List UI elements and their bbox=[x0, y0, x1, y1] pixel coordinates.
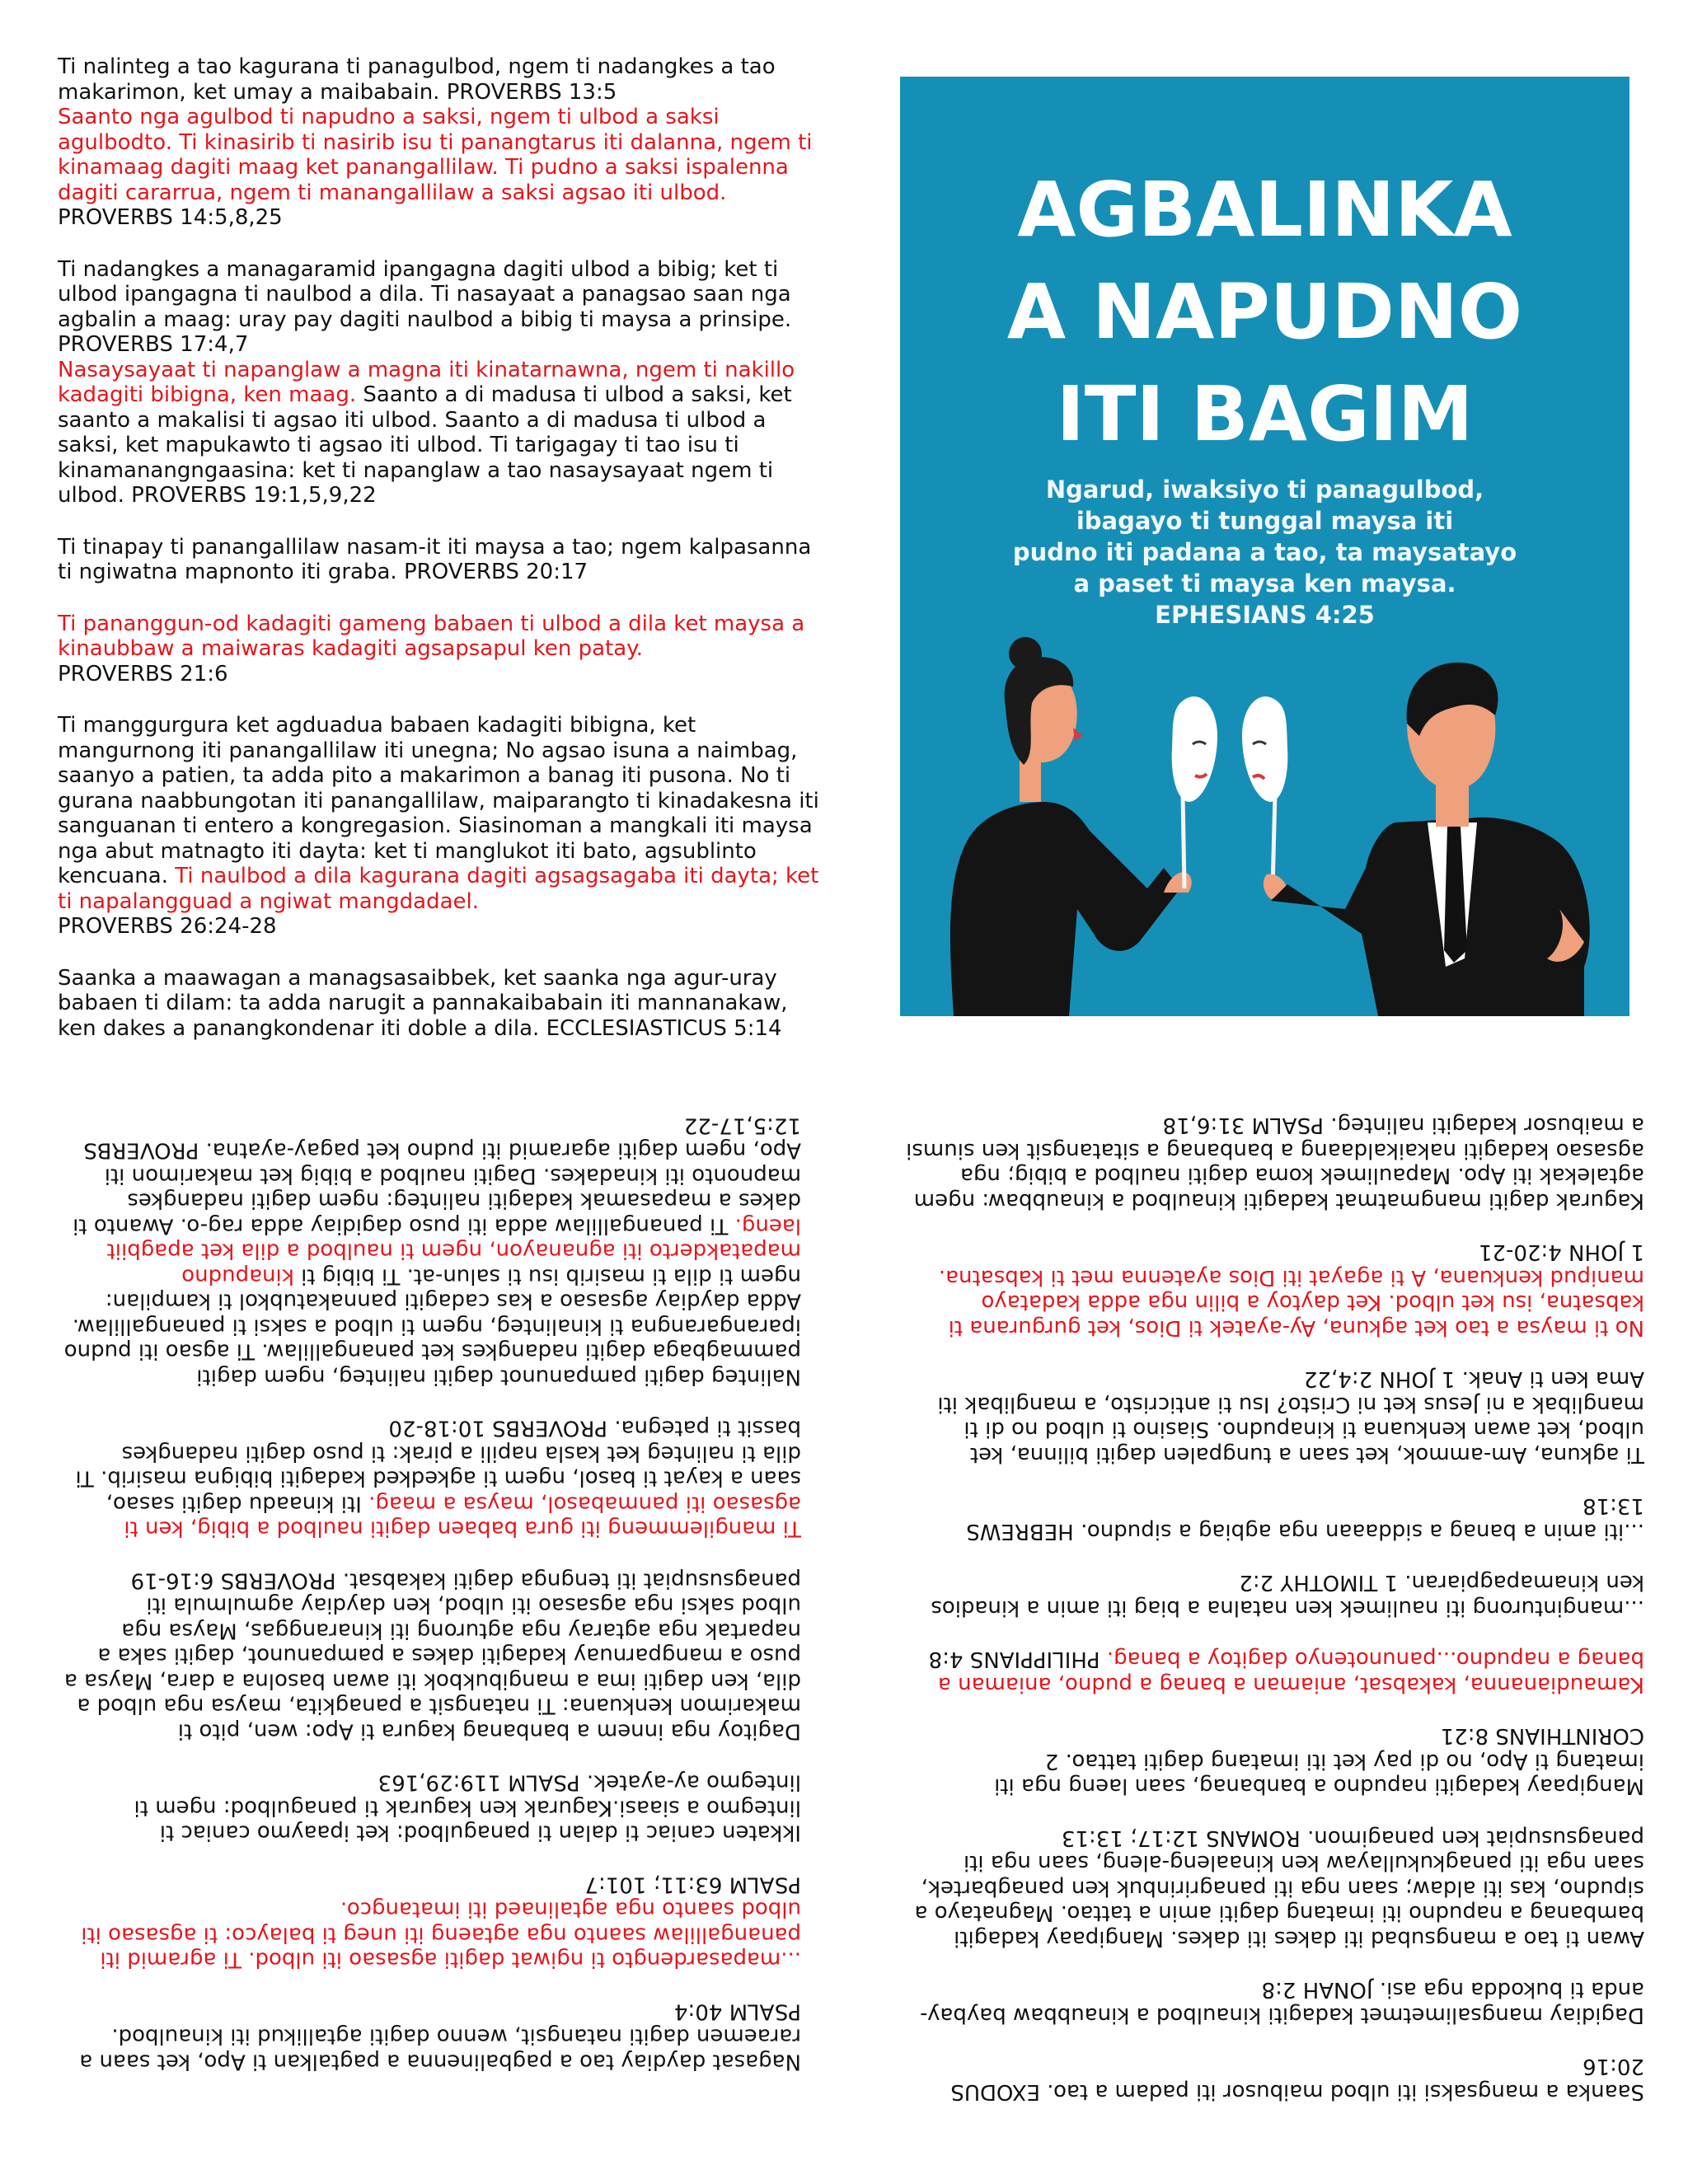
paragraph: Kagurak dagiti mangmatmat kadagiti kinaulbod a kinaubbaw: ngem agtalekak iti Apo. Mapaulimek koma dagiti naulbod a bibig; nga agsasao kadagiti nakaikaldaang a banbanag a sitatangsit ken siumsi a maibusor kadagiti nalinteg. PSALM 31:6,18 bbox=[906, 1113, 1644, 1213]
paragraph: Mangipaay kadagiti napudno a banbanag, saan laeng nga iti imatang ti Apo, no di pay ket iti imatang dagiti tattao. 2 CORINTHIANS 8:21 bbox=[994, 1723, 1644, 1799]
paragraph: Dagidiay mangsalimetmet kadagiti kinaulbod a kinaubbaw baybay-anda ti bukodda nga asi. JONAH 2:8 bbox=[920, 1977, 1644, 2027]
highlighted-verse: Nasaysayaat ti napanglaw a magna iti kinatarnawna, ngem ti nakillo kadagiti bibigna, ken maag. bbox=[58, 357, 795, 407]
highlighted-verse: No ti maysa a tao ket agkuna, Ay-ayatek ti Dios, ket gurgurana ti kabsatna, isu ket ulbod. Ket daytoy a bilin nga adda kadatayo manipud kenkuana, A ti agayat iti Dios ayatenna met ti kabsatna. bbox=[938, 1265, 1644, 1340]
bottom-left-text-panel-upside-down bbox=[59, 1086, 801, 2074]
highlighted-verse: Ti naulbod a dila kagurana dagiti agsagsagaba iti dayta; ket ti napalangguad a ngiwat mangdadael. bbox=[58, 864, 819, 914]
paragraph: ...mapasardengto ti ngiwat dagiti agsasao iti ulbod. Ti agramid iti panangallilaw saanto nga agtaeng iti uneg ti balayco: ti agsasao iti ulbod saanto nga agtalinaed iti imatangco. PSALM 63:11; 101:7 bbox=[81, 1872, 801, 1972]
paragraph: No ti maysa a tao ket agkuna, Ay-ayatek ti Dios, ket gurgurana ti kabsatna, isu ket ulbod. Ket daytoy a bilin nga adda kadatayo manipud kenkuana, A ti agayat iti Dios ayatenna met ti kabsatna. 1 JOHN 4:20-21 bbox=[938, 1240, 1644, 1340]
man-figure bbox=[1264, 663, 1590, 1016]
mask-left bbox=[1172, 696, 1217, 888]
paragraph: Kamaudiananna, kakabsat, aniaman a banag a pudno, aniaman a banag a napudno...panunotenyo dagitoy a banag. PHILIPPIANS 4:8 bbox=[928, 1647, 1644, 1697]
highlighted-verse: Ti pananggun-od kadagiti gameng babaen ti ulbod a dila ket maysa a kinaubbaw a maiwaras kadagiti agsapsapul ken patay. bbox=[58, 611, 805, 661]
paragraph: ...manginturong iti naulimek ken natalna a biag iti amin a kinadios ken kinamapagpiaran. 1 TIMOTHY 2:2 bbox=[931, 1570, 1644, 1620]
highlighted-verse: ...mapasardengto ti ngiwat dagiti agsasao iti ulbod. Ti agramid iti panangallilaw saanto nga agtaeng iti uneg ti balayco: ti agsasao iti ulbod saanto nga agtalinaed iti imatangco. bbox=[81, 1897, 801, 1972]
paragraph: Ti nadangkes a managaramid ipangagna dagiti ulbod a bibig; ket ti ulbod ipangagna ti naulbod a dila. Ti nasayaat a panagsao saan nga agbalin a maag: uray pay dagiti naulbod a bibig ti maysa a prinsipe. PROVERBS 17:4,7 Nasaysayaat ti napanglaw a magna iti kinatarnawna, ngem ti nakillo kadagiti bibigna, ken maag. Saanto a di madusa ti ulbod a saksi, ket saanto a makalisi ti agsao iti ulbod. Saanto a di madusa ti ulbod a saksi, ket mapukawto ti agsao iti ulbod. Ti tarigagay ti tao isu ti kinamanangngaasina: ket ti napanglaw a tao nasaysayaat ngem ti ulbod. PROVERBS 19:1,5,9,22 bbox=[58, 256, 795, 508]
paragraph: Nagasat daydiay tao a pagbalinenna a pagtalkan ti Apo, ket saan a raraemen dagiti natangsit, wenno dagiti agtallikud iti kinaulbod. PSALM 40:4 bbox=[79, 1999, 801, 2074]
paragraph: Ti pananggun-od kadagiti gameng babaen ti ulbod a dila ket maysa a kinaubbaw a maiwaras kadagiti agsapsapul ken patay. PROVERBS 21:6 bbox=[58, 611, 805, 687]
paragraph: Dagitoy nga innem a banbanag kagura ti Apo: wen, pito ti makarimon kenkuana: Ti natangsit a panagkita, maysa nga ulbod a dila, ken dagiti ima a mangibukbok iti awan basolna a dara, Maysa a puso a mangparnuay kadagiti dakes a pampanunot, dagiti saka a napartak nga agtaray nga agturong iti kinaranggas, Maysa nga ulbod saksi nga agsasao iti ulbod, ken daydiay agmulmula iti panagsusupiat iti tengnga dagiti kakabsat. PROVERBS 6:16-19 bbox=[63, 1568, 801, 1744]
cover-panel bbox=[900, 77, 1629, 1016]
paragraph: Ti agkuna, Am-ammok, ket saan a tungpalen dagiti bilinna, ket ulbod, ket awan kenkuana ti kinapudno. Siasino ti ulbod no di ti manglibak a ni Jesus ket ni Cristo? Isu ti anticristo, a manglibak iti Ama ken ti Anak. 1 JOHN 2:4,22 bbox=[937, 1366, 1644, 1467]
highlighted-verse: kinapudno mapatakderto iti agnanayon, ngem ti naulbod a dila ket apagbiit laeng. bbox=[106, 1213, 801, 1289]
mask-right bbox=[1242, 696, 1287, 888]
paragraph: Saanka a mangsaksi iti ulbod maibusor iti padam a tao. EXODUS 20:16 bbox=[950, 2054, 1644, 2104]
verse-reference: EPHESIANS 4:25 bbox=[1155, 601, 1375, 629]
highlighted-verse: Saanto nga agulbod ti napudno a saksi, ngem ti ulbod a saksi agulbodto. Ti kinasirib ti nasirib isu ti panangtarus iti dalanna, ngem ti kinamaag dagiti maag ket panangallilaw. Ti pudno a saksi ispalenna dagiti cararrua, ngem ti manangallilaw a saksi agsao iti ulbod. bbox=[58, 105, 813, 205]
paragraph: Awan ti tao a mangsubad iti dakes iti dakes. Mangipaay kadagiti bambanag a napudno iti imatang dagiti amin a tattao. Magnatayo a sipudno, kas iti aldaw; saan nga iti panagririnbuk ken panagbartek, saan nga iti panagkukullayaw ken kinaaleng-aleng, saan nga iti panagsusupiat ken panagimon. ROMANS 12:17; 13:13 bbox=[914, 1825, 1644, 1951]
cover-verse: Ngarud, iwaksiyo ti panagulbod, ibagayo ti tunggal maysa iti pudno iti padana a tao, ta maysatayo a paset ti maysa ken maysa. EPHESIANS 4:25 bbox=[950, 474, 1580, 630]
paragraph: Ti tinapay ti panangallilaw nasam-it iti maysa a tao; ngem kalpasanna ti ngiwatna mapnonto iti graba. PROVERBS 20:17 bbox=[58, 534, 812, 584]
paragraph: Saanka a maawagan a managsasaibbek, ket saanka nga agur-uray babaen ti dilam: ta adda narugit a pannakaibabain iti mannanakaw, ken dakes a panangkondenar iti doble a dila. ECCLESIASTICUS 5:14 bbox=[58, 965, 788, 1041]
paragraph: Nalinteg dagiti pampanunot dagiti nalinteg, ngem dagiti pammagbaga dagiti nadangkes ket panangallilaw. Ti agsao iti pudno iparangarangna ti kinalinteg, ngem ti ulbod a saksi ti panangallilaw. Adda daydiay agsasao a kas cadagiti pannakatubkol ti kampilan: ngem ti dila ti masirib isu ti salun-at. Ti bibig ti kinapudno mapatakderto iti agnanayon, ngem ti naulbod a dila ket apagbiit laeng. Ti panangallilaw adda iti puso dagidiay adda rag-o. Awanto ti dakes a mapasamak kadagiti nalinteg: ngem dagiti nadangkes mapnonto iti kinadakes. Dagiti naulbod a bibig ket makarimon iti Apo, ngem dagiti agaramid iti pudno ket pagay-ayatna. PROVERBS 12:5,17-22 bbox=[63, 1113, 801, 1390]
highlighted-verse: Ti mangilemmeng iti gura babaen dagiti naulbod a bibig, ken ti agsasao iti panmabasol, maysa a maag. bbox=[124, 1491, 801, 1541]
paragraph: Ti manggurgura ket agduadua babaen kadagiti bibigna, ket mangurnong iti panangallilaw iti unegna; No agsao isuna a naimbag, saanyo a patien, ta adda pito a makarimon a banag iti pusona. No ti gurana naabbungotan iti panangallilaw, maiparangto ti kinadakesna iti sanguanan ti entero a kongregasion. Siasinoman a mangkali iti maysa nga abut matnagto iti dayta: ket ti manglukot iti bato, agsublinto kencuana. Ti naulbod a dila kagurana dagiti agsagsagaba iti dayta; ket ti napalangguad a ngiwat mangdadael. PROVERBS 26:24-28 bbox=[58, 713, 819, 939]
top-left-text-panel bbox=[58, 54, 824, 1067]
cover-title: AGBALINKA A NAPUDNO ITI BAGIM bbox=[1006, 166, 1523, 458]
paragraph: Ti nalinteg a tao kagurana ti panagulbod, ngem ti nadangkes a tao makarimon, ket umay a maibabain. PROVERBS 13:5 Saanto nga agulbod ti napudno a saksi, ngem ti ulbod a saksi agulbodto. Ti kinasirib ti nasirib isu ti panangtarus iti dalanna, ngem ti kinamaag dagiti maag ket panangallilaw. Ti pudno a saksi ispalenna dagiti cararrua, ngem ti manangallilaw a saksi agsao iti ulbod. PROVERBS 14:5,8,25 bbox=[58, 54, 813, 230]
highlighted-verse: Kamaudiananna, kakabsat, aniaman a banag a pudno, aniaman a banag a napudno...panunotenyo dagitoy a banag. bbox=[937, 1647, 1644, 1697]
paragraph: Ikkaten caniac ti dalan ti panagulbod: ket ipaaymo caniac ti lintegmo a siaasi.Kagurak ken kagurak ti panagulbod: ngem ti lintegmo ay-ayatek. PSALM 119:29,163 bbox=[134, 1770, 801, 1845]
paragraph: ...iti amin a banag a siddaaan nga agbiag a sipudno. HEBREWS 13:18 bbox=[966, 1493, 1644, 1544]
woman-figure bbox=[950, 637, 1192, 1016]
paragraph: Ti mangilemmeng iti gura babaen dagiti naulbod a bibig, ken ti agsasao iti panmabasol, maysa a maag. Iti kinaadu dagiti sasao, saan a kayat ti basol, ngem ti agkedked kadagiti bibigna masirib. Ti dila ti nalinteg ket kasla napili a pirak: ti puso dagiti nadangkes bassit ti pategna. PROVERBS 10:18-20 bbox=[75, 1416, 801, 1541]
bottom-right-text-panel-upside-down bbox=[903, 1086, 1644, 2104]
